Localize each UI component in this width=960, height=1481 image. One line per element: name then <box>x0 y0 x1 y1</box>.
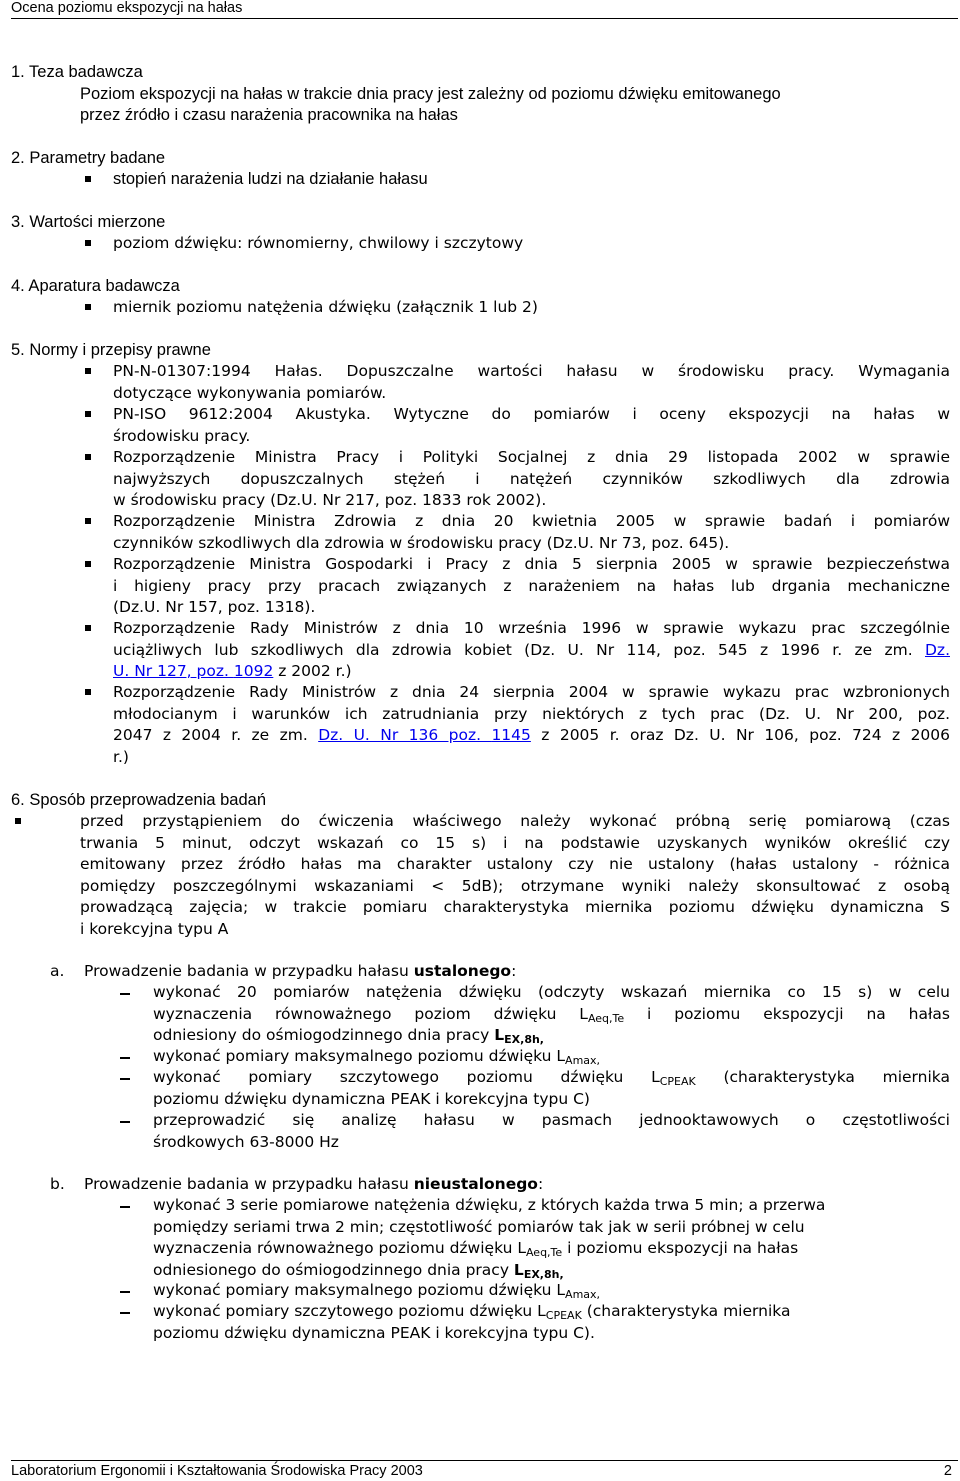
dash-icon <box>120 1312 130 1314</box>
norm-6-link-3[interactable]: 1092 <box>233 662 274 680</box>
footer-text: Laboratorium Ergonomii i Kształtowania Środowiska Pracy 2003 <box>11 1463 423 1479</box>
section-6-paragraph: przed przystąpieniem do ćwiczenia właściwego należy wykonać próbną serię pomiarową (czas trwania 5 minut, odczyt wskazań co 15 s) i na podstawie uzyskanych wyników określić czy emitowany przez źródło hałas ma charakter ustalony czy nie ustalony (hałas ustalony - różnica pomiędzy poszczególnymi wskazaniami < 5dB); otrzymane wyniki należy skonsultować z osobą prowadzącą zajęcia; w trakcie pomiaru charakterystyka miernika poziomu dźwięku dynamiczna S i korekcyjna typu A <box>80 812 950 938</box>
norm-item-3: Rozporządzenie Ministra Pracy i Polityki Socjalnej z dnia 29 listopada 2002 w sprawie najwyższych dopuszczalnych stężeń i natężeń czynników szkodliwych dla zdrowia w środowisku pracy (Dz.U. Nr 217, poz. 1833 rok 2002). <box>113 448 950 509</box>
section-1-title: 1. Teza badawcza <box>11 63 143 81</box>
subsection-b-label: b. <box>50 1175 65 1193</box>
page-footer <box>11 1460 958 1479</box>
dash-icon <box>120 1206 130 1208</box>
norm-item-2: PN-ISO 9612:2004 Akustyka. Wytyczne do pomiarów i oceny ekspozycji na hałas w środowisku pracy. <box>113 405 950 445</box>
dash-icon <box>120 1078 130 1080</box>
section-3-title: 3. Wartości mierzone <box>11 213 166 231</box>
header-title: Ocena poziomu ekspozycji na hałas <box>11 0 243 16</box>
norm-7-link-1[interactable]: Dz. U. Nr 136 poz. <box>318 726 492 744</box>
section-6-title: 6. Sposób przeprowadzenia badań <box>11 791 267 809</box>
section-1-line-1: Poziom ekspozycji na hałas w trakcie dnia pracy jest zależny od poziomu dźwięku emitowanego <box>80 85 781 103</box>
a-item-4: przeprowadzić się analizę hałasu w pasmach jednooktawowych o częstotliwości środkowych 63-8000 Hz <box>153 1111 950 1151</box>
norm-6-link-1[interactable]: Dz. <box>925 640 950 659</box>
bullet-icon <box>85 689 91 695</box>
subsection-a-title: Prowadzenie badania w przypadku hałasu ustalonego: <box>84 962 517 980</box>
b-item-2: wykonać pomiary maksymalnego poziomu dźwięku $L_{Amax,}$ <box>153 1281 601 1301</box>
norm-item-1: PN-N-01307:1994 Hałas. Dopuszczalne wartości hałasu w środowisku pracy. Wymagania dotyczące wykonywania pomiarów. <box>113 362 950 402</box>
page-number: 2 <box>943 1463 952 1479</box>
bullet-icon <box>85 625 91 631</box>
section-2-item: stopień narażenia ludzi na działanie hałasu <box>113 170 428 188</box>
bullet-icon <box>85 411 91 417</box>
b-item-1: wykonać 3 serie pomiarowe natężenia dźwięku, z których każda trwa 5 min; a przerwa pomiędzy seriami trwa 2 min; częstotliwość pomiarów tak jak w serii próbnej w celu wyznaczenia równoważnego poziomu dźwięku $L_{Aeq,Te}$ i poziomu ekspozycji na hałas odniesionego do ośmiogodzinnego dnia pracy $L_{EX,8h,}$ <box>153 1196 826 1281</box>
subsection-a-label: a. <box>50 962 65 980</box>
subsection-b-title: Prowadzenie badania w przypadku hałasu nieustalonego: <box>84 1175 544 1193</box>
a-item-1: wykonać 20 pomiarów natężenia dźwięku (odczyty wskazań miernika co 15 s) w celu wyznaczenia równoważnego poziom dźwięku $L_{Aeq,Te}$ i poziomu ekspozycji na hałas odniesiony do ośmiogodzinnego dnia pracy $L_{EX,8h,}$ <box>153 983 950 1046</box>
bullet-icon <box>85 176 91 182</box>
bullet-icon <box>85 454 91 460</box>
section-4-item: miernik poziomu natężenia dźwięku (załącznik 1 lub 2) <box>113 298 538 316</box>
section-4-title: 4. Aparatura badawcza <box>11 277 180 295</box>
section-5-title: 5. Normy i przepisy prawne <box>11 341 211 359</box>
norm-item-4: Rozporządzenie Ministra Zdrowia z dnia 20 kwietnia 2005 w sprawie badań i pomiarów czynników szkodliwych dla zdrowia w środowisku pracy (Dz.U. Nr 73, poz. 645). <box>113 512 950 552</box>
bullet-icon <box>85 561 91 567</box>
dash-icon <box>120 1121 130 1123</box>
a-item-3: wykonać pomiary szczytowego poziomu dźwięku $L_{CPEAK}$ (charakterystyka miernika poziomu dźwięku dynamiczna PEAK i korekcyjna typu C) <box>153 1068 950 1108</box>
dash-icon <box>120 1057 130 1059</box>
norm-item-7: Rozporządzenie Rady Ministrów z dnia 24 sierpnia 2004 w sprawie wykazu prac wzbronionych młodocianym i warunków ich zatrudniania przy niektórych z tych prac (Dz. U. Nr 200, poz. 2047 z 2004 r. ze zm. Dz. U. Nr 136 poz. 1145 z 2005 r. oraz Dz. U. Nr 106, poz. 724 z 2006 r.) <box>113 683 951 766</box>
section-1-line-2: przez źródło i czasu narażenia pracownika na hałas <box>80 106 458 124</box>
dash-icon <box>120 1291 130 1293</box>
bullet-icon <box>85 368 91 374</box>
dash-icon <box>120 993 130 995</box>
bullet-icon <box>85 518 91 524</box>
a-item-2: wykonać pomiary maksymalnego poziomu dźwięku $L_{Amax,}$ <box>153 1047 601 1067</box>
page-header <box>11 0 958 19</box>
norm-item-6: Rozporządzenie Rady Ministrów z dnia 10 września 1996 w sprawie wykazu prac szczególnie uciążliwych lub szkodliwych dla zdrowia kobiet (Dz. U. Nr 114, poz. 545 z 1996 r. ze zm. Dz. U. Nr 127, poz. 1092 z 2002 r.) <box>113 619 950 680</box>
bullet-icon <box>15 818 21 824</box>
norm-7-link-2[interactable]: 1145 <box>491 726 531 744</box>
section-3-item: poziom dźwięku: równomierny, chwilowy i szczytowy <box>113 234 524 252</box>
norm-item-5: Rozporządzenie Ministra Gospodarki i Pracy z dnia 5 sierpnia 2005 w sprawie bezpieczeństwa i higieny pracy przy pracach związanych z narażeniem na hałas lub drgania mechaniczne (Dz.U. Nr 157, poz. 1318). <box>113 555 950 616</box>
section-2-title: 2. Parametry badane <box>11 149 166 167</box>
bullet-icon <box>85 304 91 310</box>
norm-6-link-2[interactable]: U. Nr 127, poz. <box>113 662 234 680</box>
b-item-3: wykonać pomiary szczytowego poziomu dźwięku $L_{CPEAK}$ (charakterystyka miernika poziomu dźwięku dynamiczna PEAK i korekcyjna typu C). <box>153 1302 791 1342</box>
bullet-icon <box>85 240 91 246</box>
